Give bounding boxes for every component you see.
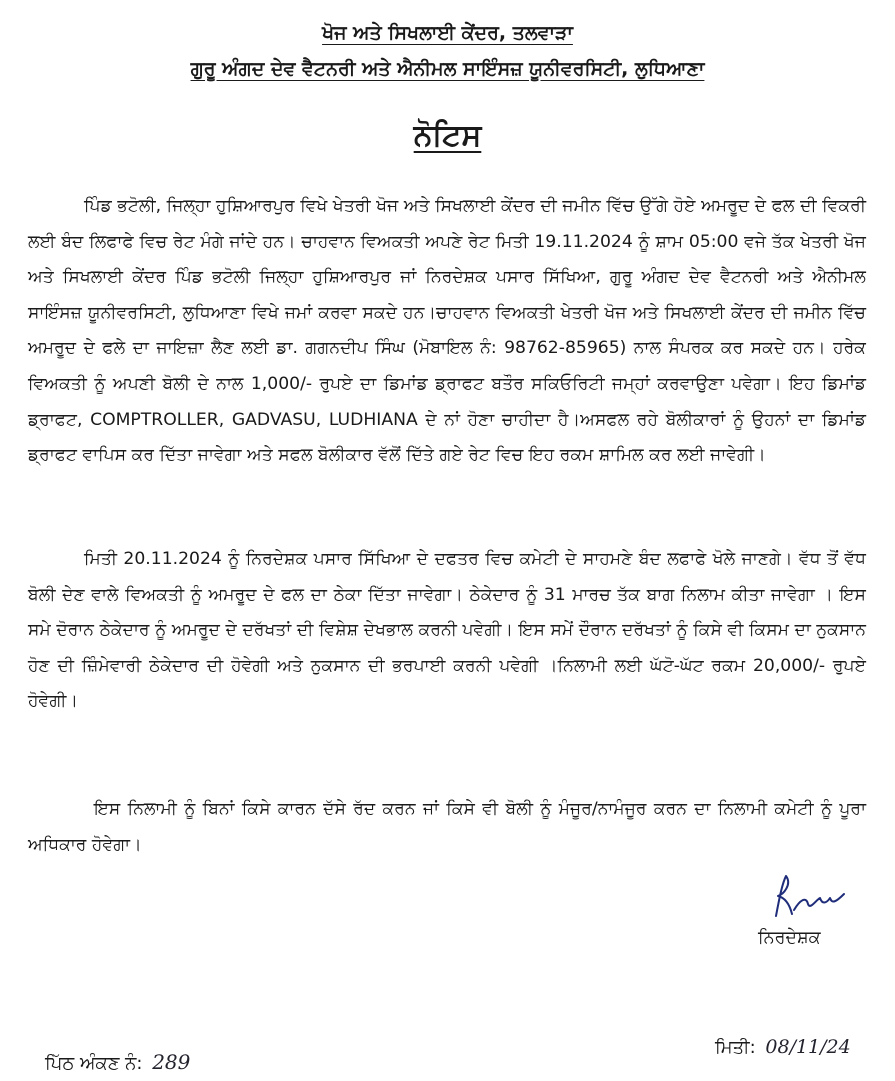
issue-date [715,1036,851,1058]
university-name-text: ਗੁਰੂ ਅੰਗਦ ਦੇਵ ਵੈਟਨਰੀ ਅਤੇ ਐਨੀਮਲ ਸਾਇੰਸਜ਼ ਯੂਨੀਵਰਸਿਟੀ, ਲੁਧਿਆਣਾ [190,58,705,80]
endorsement-number-label: ਪਿੱਠ ਅੰਕਣ ਨੰ: [45,1053,143,1074]
signature [770,870,850,922]
endorsement-number-value: 289 [152,1050,191,1074]
paragraph-sale-details: ਪਿੰਡ ਭਟੋਲੀ, ਜਿਲ੍ਹਾ ਹੁਸ਼ਿਆਰਪੁਰ ਵਿਖੇ ਖੇਤਰੀ ਖੋਜ ਅਤੇ ਸਿਖਲਾਈ ਕੇਂਦਰ ਦੀ ਜਮੀਨ ਵਿੱਚ ਉੱਗੇ ਹੋਏ ਅਮਰੂਦ ਦੇ ਫਲ ਦੀ ਵਿਕਰੀ ਲਈ ਬੰਦ ਲਿਫਾਫੇ ਵਿਚ ਰੇਟ ਮੰਗੇ ਜਾਂਦੇ ਹਨ। ਚਾਹਵਾਨ ਵਿਅਕਤੀ ਅਪਣੇ ਰੇਟ ਮਿਤੀ 19.11.2024 ਨੂੰ ਸ਼ਾਮ 05:00 ਵਜੇ ਤੱਕ ਖੇਤਰੀ ਖੋਜ ਅਤੇ ਸਿਖਲਾਈ ਕੇਂਦਰ ਪਿੰਡ ਭਟੋਲੀ ਜਿਲ੍ਹਾ ਹੁਸ਼ਿਆਰਪੁਰ ਜਾਂ ਨਿਰਦੇਸ਼ਕ ਪਸਾਰ ਸਿੱਖਿਆ, ਗੁਰੂ ਅੰਗਦ ਦੇਵ ਵੈਟਨਰੀ ਅਤੇ ਐਨੀਮਲ ਸਾਇੰਸਜ਼ ਯੂਨੀਵਰਸਿਟੀ, ਲੁਧਿਆਣਾ ਵਿਖੇ ਜਮਾਂ ਕਰਵਾ ਸਕਦੇ ਹਨ।ਚਾਹਵਾਨ ਵਿਅਕਤੀ ਖੇਤਰੀ ਖੋਜ ਅਤੇ ਸਿਖਲਾਈ ਕੇਂਦਰ ਦੀ ਜਮੀਨ ਵਿੱਚ ਅਮਰੂਦ ਦੇ ਫਲੇ ਦਾ ਜਾਇਜ਼ਾ ਲੈਣ ਲਈ ਡਾ. ਗਗਨਦੀਪ ਸਿੰਘ (ਮੋਬਾਇਲ ਨੰ: 98762-85965) ਨਾਲ ਸੰਪਰਕ ਕਰ ਸਕਦੇ ਹਨ। ਹਰੇਕ ਵਿਅਕਤੀ ਨੂੰ ਅਪਣੀ ਬੋਲੀ ਦੇ ਨਾਲ 1,000/- ਰੁਪਏ ਦਾ ਡਿਮਾਂਡ ਡ੍ਰਾਫਟ ਬਤੌਰ ਸਕਿਓਰਿਟੀ ਜਮ੍ਹਾਂ ਕਰਵਾਉਣਾ ਪਵੇਗਾ। ਇਹ ਡਿਮਾਂਡ ਡ੍ਰਾਫਟ, COMPTROLLER, GADVASU, LUDHIANA ਦੇ ਨਾਂ ਹੋਣਾ ਚਾਹੀਦਾ ਹੈ।ਅਸਫਲ ਰਹੇ ਬੋਲੀਕਾਰਾਂ ਨੂੰ ਉਹਨਾਂ ਦਾ ਡਿਮਾਂਡ ਡ੍ਰਾਫਟ ਵਾਪਿਸ ਕਰ ਦਿੱਤਾ ਜਾਵੇਗਾ ਅਤੇ ਸਫਲ ਬੋਲੀਕਾਰ ਵੱਲੋਂ ਦਿੱਤੇ ਗਏ ਰੇਟ ਵਿਚ ਇਹ ਰਕਮ ਸ਼ਾਮਿਲ ਕਰ ਲਈ ਜਾਵੇਗੀ। [28,196,866,466]
issue-date-label: ਮਿਤੀ: [715,1037,756,1058]
university-name [0,58,895,80]
designation: ਨਿਰਦੇਸ਼ਕ [758,928,821,948]
notice-title-text: ਨੋਟਿਸ [413,118,482,153]
endorsement-number [45,1050,190,1074]
issue-date-value: 08/11/24 [765,1036,851,1058]
institute-name-text: ਖੋਜ ਅਤੇ ਸਿਖਲਾਈ ਕੇਂਦਰ, ਤਲਵਾੜਾ [322,22,573,44]
paragraph-committee-rights: ਇਸ ਨਿਲਾਮੀ ਨੂੰ ਬਿਨਾਂ ਕਿਸੇ ਕਾਰਨ ਦੱਸੇ ਰੱਦ ਕਰਨ ਜਾਂ ਕਿਸੇ ਵੀ ਬੋਲੀ ਨੂੰ ਮੰਜੂਰ/ਨਾਮੰਜੂਰ ਕਰਨ ਦਾ ਨਿਲਾਮੀ ਕਮੇਟੀ ਨੂੰ ਪੂਰਾ ਅਧਿਕਾਰ ਹੋਵੇਗਾ। [28,799,866,855]
paragraph-opening-terms: ਮਿਤੀ 20.11.2024 ਨੂੰ ਨਿਰਦੇਸ਼ਕ ਪਸਾਰ ਸਿੱਖਿਆ ਦੇ ਦਫਤਰ ਵਿਚ ਕਮੇਟੀ ਦੇ ਸਾਹਮਣੇ ਬੰਦ ਲਫਾਫੇ ਖੋਲੇ ਜਾਣਗੇ। ਵੱਧ ਤੋਂ ਵੱਧ ਬੋਲੀ ਦੇਣ ਵਾਲੇ ਵਿਅਕਤੀ ਨੂੰ ਅਮਰੂਦ ਦੇ ਫਲ ਦਾ ਠੇਕਾ ਦਿੱਤਾ ਜਾਵੇਗਾ। ਠੇਕੇਦਾਰ ਨੂੰ 31 ਮਾਰਚ ਤੱਕ ਬਾਗ ਨਿਲਾਮ ਕੀਤਾ ਜਾਵੇਗਾ । ਇਸ ਸਮੇ ਦੋਰਾਨ ਠੇਕੇਦਾਰ ਨੂੰ ਅਮਰੂਦ ਦੇ ਦਰੱਖਤਾਂ ਦੀ ਵਿਸ਼ੇਸ਼ ਦੇਖਭਾਲ ਕਰਨੀ ਪਵੇਗੀ। ਇਸ ਸਮੇਂ ਦੌਰਾਨ ਦਰੱਖਤਾਂ ਨੂੰ ਕਿਸੇ ਵੀ ਕਿਸਮ ਦਾ ਨੁਕਸਾਨ ਹੋਣ ਦੀ ਜ਼ਿੰਮੇਵਾਰੀ ਠੇਕੇਦਾਰ ਦੀ ਹੋਵੇਗੀ ਅਤੇ ਨੁਕਸਾਨ ਦੀ ਭਰਪਾਈ ਕਰਨੀ ਪਵੇਗੀ ।ਨਿਲਾਮੀ ਲਈ ਘੱਟੋ-ਘੱਟ ਰਕਮ 20,000/- ਰੁਪਏ ਹੋਵੇਗੀ। [28,549,866,712]
notice-title [0,118,895,153]
institute-name [0,22,895,44]
